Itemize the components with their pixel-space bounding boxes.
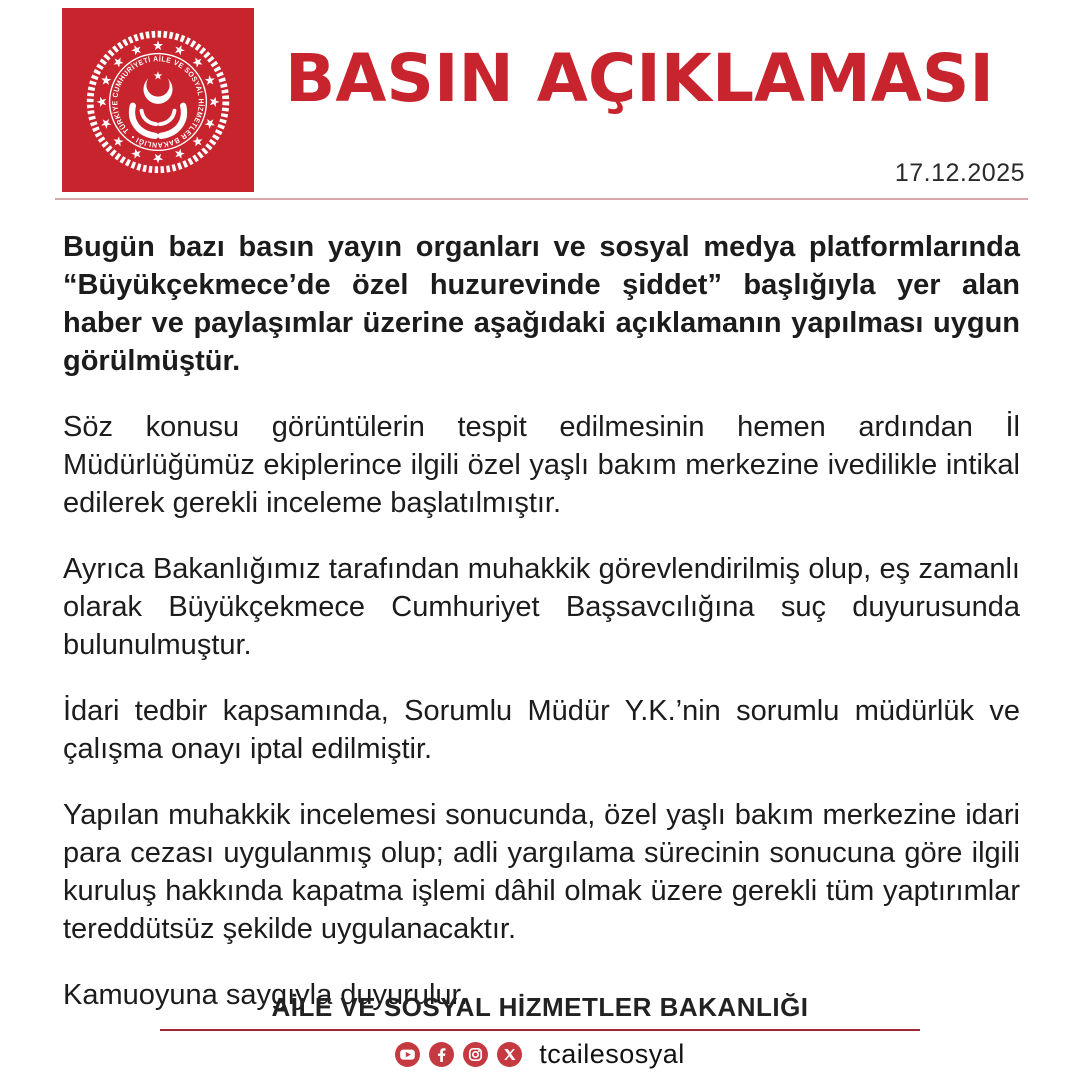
- instagram-icon[interactable]: [463, 1042, 488, 1067]
- header-right: [254, 8, 1025, 192]
- youtube-icon[interactable]: [395, 1042, 420, 1067]
- page-title: BASIN AÇIKLAMASI: [285, 40, 994, 117]
- paragraph-closing: Kamuoyuna saygıyla duyurulur.: [63, 979, 468, 1011]
- date: 17.12.2025: [894, 159, 1025, 187]
- social-row: [0, 1039, 1080, 1070]
- paragraph: İdari tedbir kapsamında, Sorumlu Müdür Y.K.’nin sorumlu müdürlük ve çalışma onayı iptal edilmiştir.: [63, 695, 1020, 765]
- header: [0, 0, 1080, 192]
- ministry-emblem-icon: [62, 8, 254, 192]
- ministry-name: AİLE VE SOSYAL HİZMETLER BAKANLIĞI: [271, 992, 809, 1022]
- statement-body: [0, 200, 1080, 1014]
- paragraph-intro: Bugün bazı basın yayın organları ve sosyal medya platformlarında “Büyükçekmece’de özel huzurevinde şiddet” başlığıyla yer alan haber ve paylaşımlar üzerine aşağıdaki açıklamanın yapılması uygun görülmüştür.: [63, 231, 1020, 377]
- paragraph: Yapılan muhakkik incelemesi sonucunda, özel yaşlı bakım merkezine idari para cezası uygulanmış olup; adli yargılama sürecinin sonucuna göre ilgili kuruluş hakkında kapatma işlemi dâhil olmak üzere gerekli tüm yaptırımlar tereddütsüz şekilde uygulanacaktır.: [63, 799, 1020, 945]
- facebook-icon[interactable]: [429, 1042, 454, 1067]
- footer: [0, 992, 1080, 1070]
- footer-divider: [160, 1029, 920, 1031]
- logo-ring-text: TÜRKİYE CUMHURİYETİ AİLE VE SOSYAL HİZMETLER BAKANLIĞI •: [110, 54, 206, 150]
- x-icon[interactable]: [497, 1042, 522, 1067]
- paragraph: Söz konusu görüntülerin tespit edilmesinin hemen ardından İl Müdürlüğümüz ekiplerince ilgili özel yaşlı bakım merkezine ivedilikle intikal edilerek gerekli inceleme başlatılmıştır.: [63, 411, 1020, 519]
- paragraph: Ayrıca Bakanlığımız tarafından muhakkik görevlendirilmiş olup, eş zamanlı olarak Büyükçekmece Cumhuriyet Başsavcılığına suç duyurusunda bulunulmuştur.: [63, 553, 1020, 661]
- social-handle: tcailesosyal: [539, 1039, 685, 1069]
- ministry-logo: [62, 8, 254, 192]
